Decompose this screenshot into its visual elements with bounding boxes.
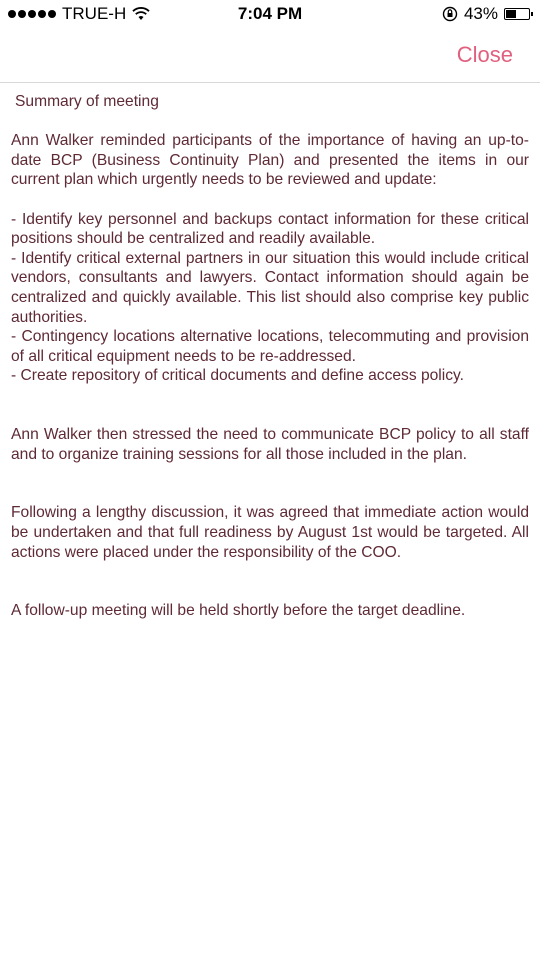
status-bar bbox=[0, 0, 540, 28]
status-time: 7:04 PM bbox=[237, 4, 303, 23]
paragraph-agreement: Following a lengthy discussion, it was agreed that immediate action would be undertaken and that full readiness by August 1st would be targeted. All actions were placed under the responsibility of the COO. bbox=[11, 504, 529, 561]
battery-percent: 43% bbox=[463, 4, 498, 23]
list-item: - Create repository of critical documents and define access policy. bbox=[11, 367, 465, 385]
status-right bbox=[442, 4, 530, 24]
list-item: - Identify critical external partners in our situation this would include critical vendors, consultants and lawyers. Contact information should again be centralized and quickly available. This list should also comprise key public authorities. bbox=[11, 249, 529, 326]
battery-icon bbox=[504, 8, 530, 20]
document-title: Summary of meeting bbox=[15, 93, 159, 110]
nav-bar bbox=[0, 28, 540, 83]
carrier-name: TRUE-H bbox=[62, 4, 127, 23]
list-item: - Contingency locations alternative locations, telecommuting and provision of all critical equipment needs to be re-addressed. bbox=[11, 328, 529, 365]
list-item: - Identify key personnel and backups contact information for these critical positions should be centralized and readily available. bbox=[11, 210, 529, 248]
paragraph-follow-up: A follow-up meeting will be held shortly before the target deadline. bbox=[11, 602, 466, 620]
battery-fill bbox=[506, 10, 516, 18]
close-button[interactable]: Close bbox=[456, 42, 513, 67]
paragraph-communication: Ann Walker then stressed the need to communicate BCP policy to all staff and to organize training sessions for all those included in the plan. bbox=[11, 426, 529, 463]
meeting-summary bbox=[11, 92, 529, 621]
intro-paragraph: Ann Walker reminded participants of the importance of having an up-to-date BCP (Business Continuity Plan) and presented the items in our current plan which urgently needs to be reviewed and update: bbox=[11, 132, 529, 189]
orientation-lock-icon bbox=[442, 6, 458, 22]
